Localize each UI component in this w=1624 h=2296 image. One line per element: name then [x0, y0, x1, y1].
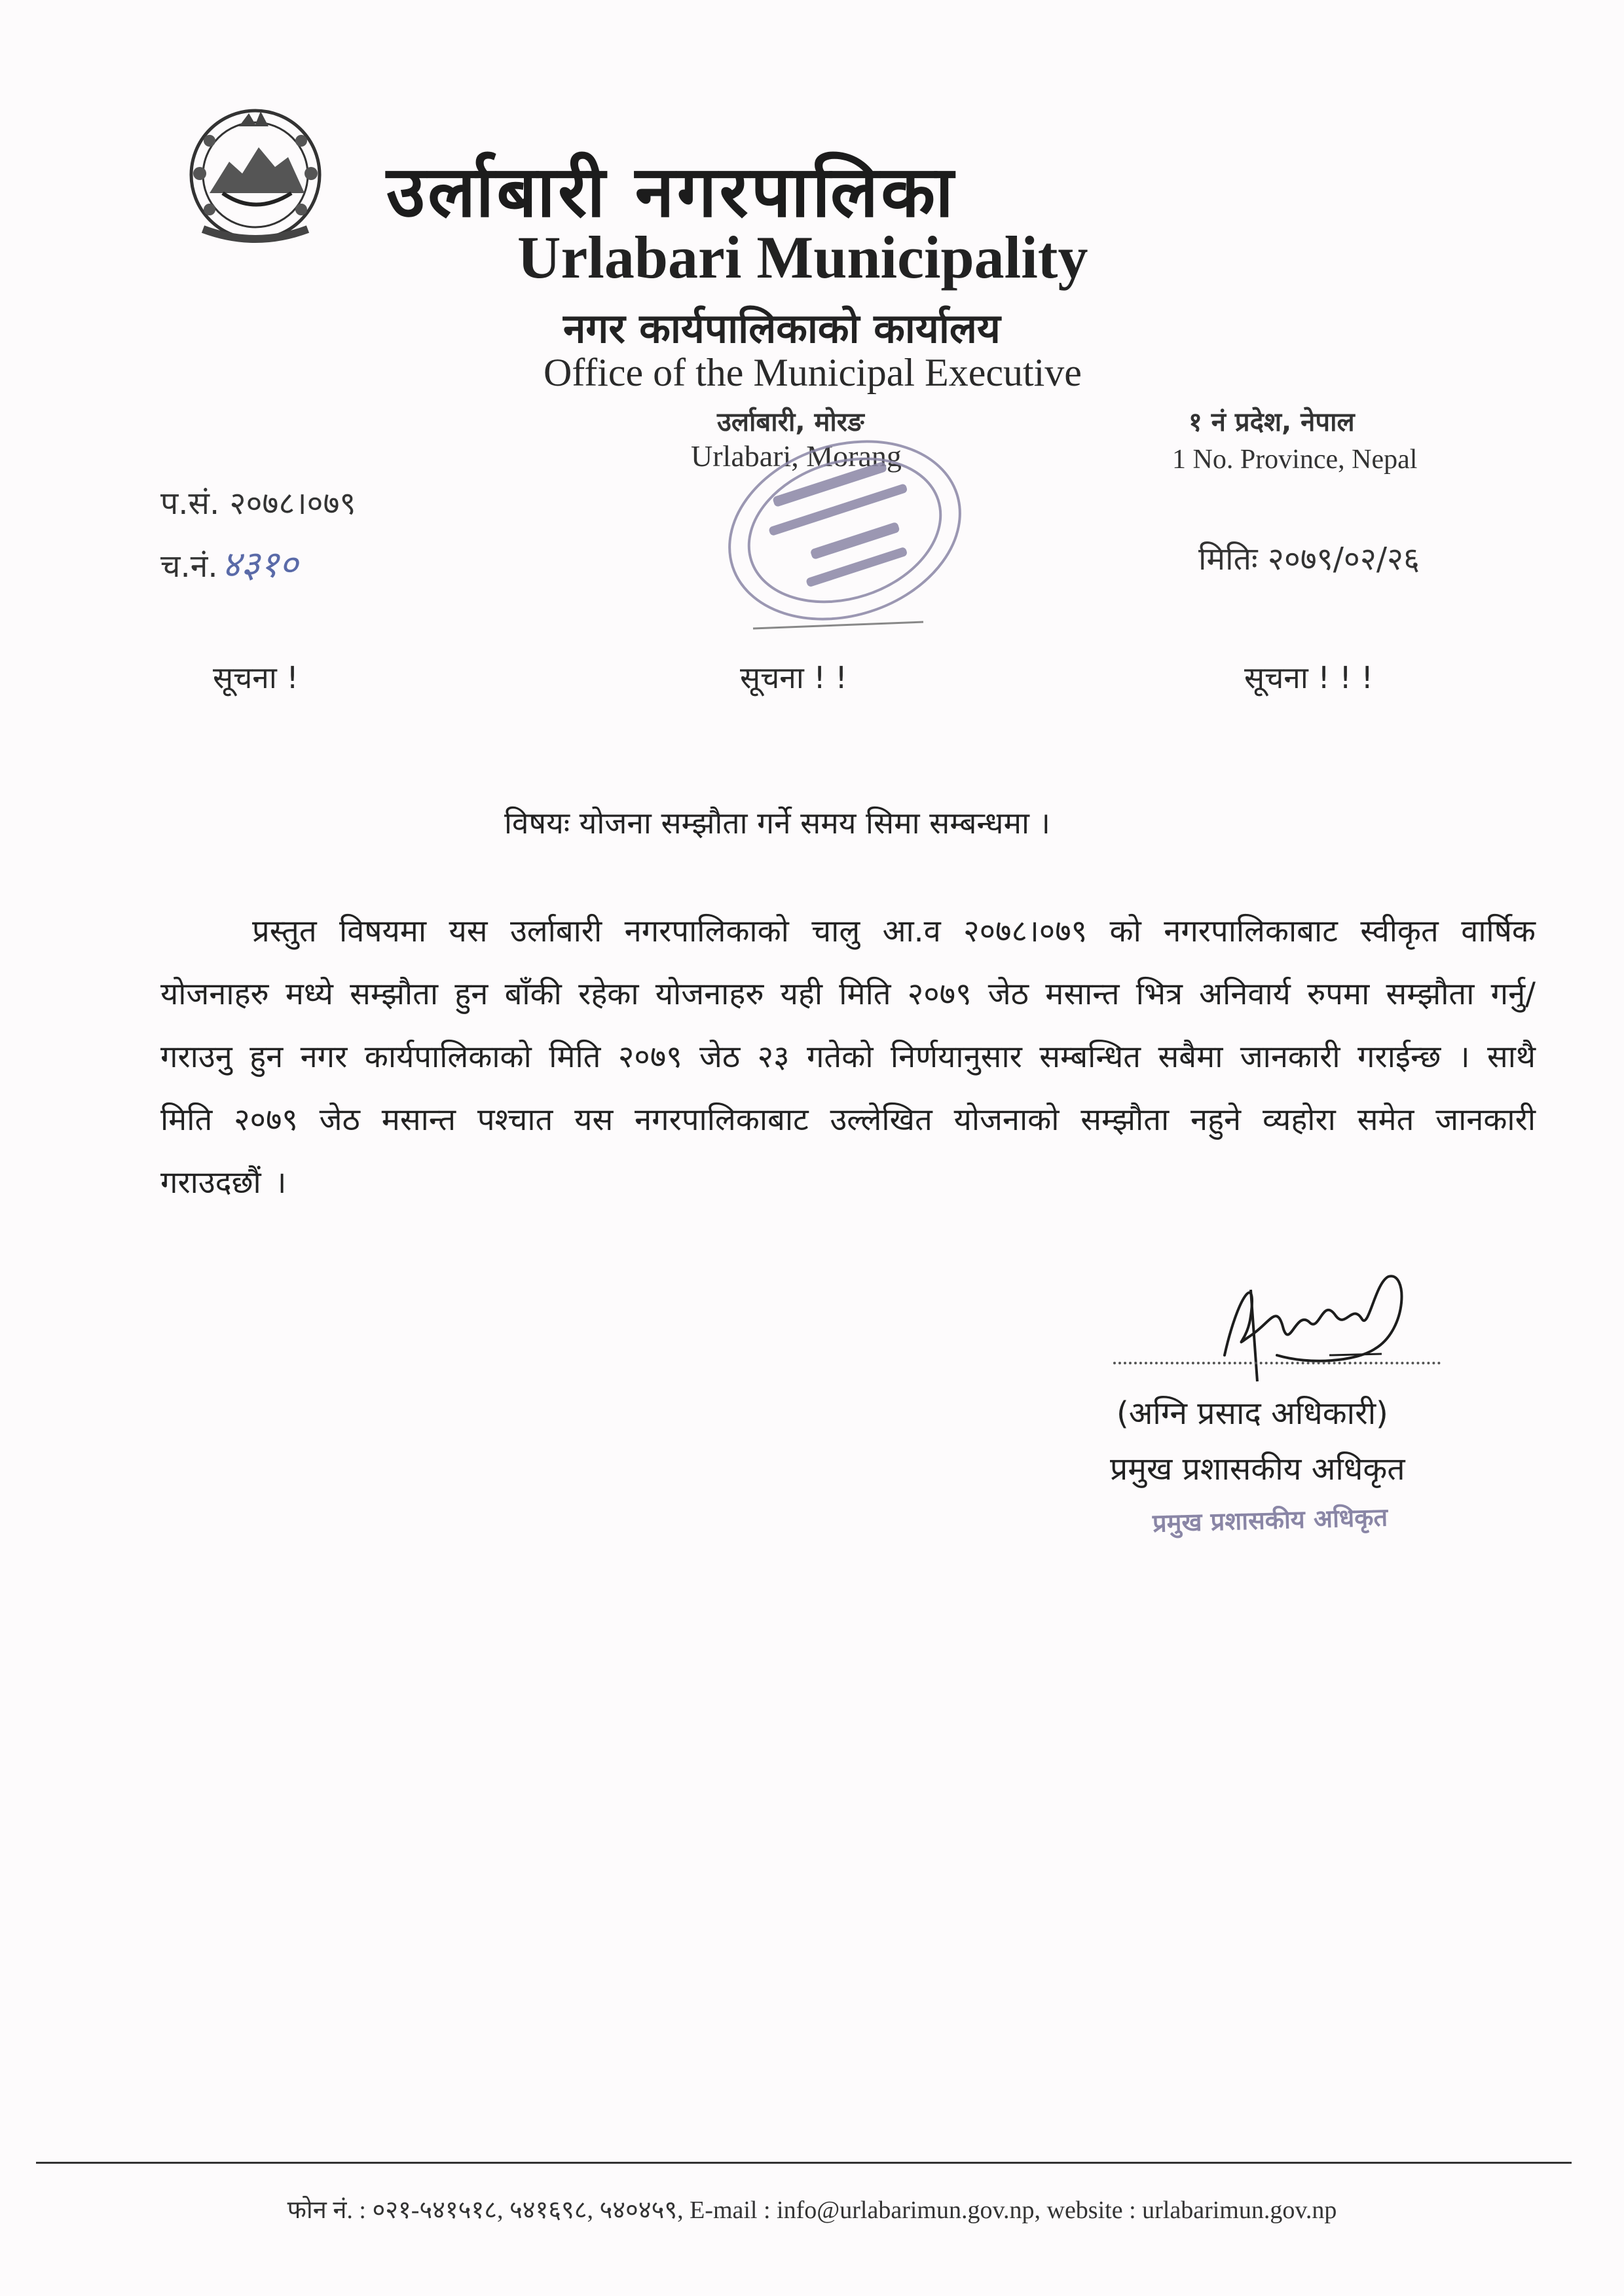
issue-date: मितिः २०७९/०२/२६ — [1198, 541, 1420, 577]
notice-heading: सूचना ! — [213, 660, 299, 695]
notice-heading: सूचना ! ! — [740, 660, 847, 695]
address-english: Urlabari, Morang — [691, 439, 902, 473]
municipality-title-nepali: उर्लाबारी नगरपालिका — [386, 151, 957, 233]
province-english: 1 No. Province, Nepal — [1172, 445, 1418, 475]
dispatch-number — [160, 538, 298, 588]
subject-line: विषयः योजना सम्झौता गर्ने समय सिमा सम्बन्धमा । — [504, 805, 1050, 841]
notice-heading: सूचना ! ! ! — [1244, 660, 1373, 695]
footer-contact: फोन नं. : ०२१-५४१५१८, ५४१६९८, ५४०४५९, E-mail : info@urlabarimun.gov.np, website : urlabarimun.gov.np — [287, 2196, 1337, 2224]
notice-body: प्रस्तुत विषयमा यस उर्लाबारी नगरपालिकाको चालु आ.व २०७८।०७९ को नगरपालिकाबाट स्वीकृत वार्षिक योजनाहरु मध्ये सम्झौता हुन बाँकी रहेका योजनाहरु यही मिति २०७९ जेठ मसान्त भित्र अनिवार्य रुपमा सम्झौता गर्नु/गराउनु हुन नगर कार्यपालिकाको मिति २०७९ जेठ २३ गतेको निर्णयानुसार सम्बन्धित सबैमा जानकारी गराईन्छ । साथै मिति २०७९ जेठ मसान्त पश्चात यस नगरपालिकाबाट उल्लेखित योजनाको सम्झौता नहुने व्यहोरा समेत जानकारी गराउदछौं । — [160, 913, 1536, 1201]
signatory-title: प्रमुख प्रशासकीय अधिकृत — [1110, 1451, 1405, 1487]
reference-number: प.सं. २०७८।०७९ — [160, 485, 356, 522]
dispatch-number-value: ४३१० — [221, 543, 299, 586]
dispatch-number-label: च.नं. — [160, 548, 218, 585]
office-stamp-icon — [707, 426, 982, 635]
municipality-emblem-icon — [177, 101, 334, 252]
designation-stamp: प्रमुख प्रशासकीय अधिकृत — [1152, 1503, 1388, 1538]
signature-icon — [1211, 1257, 1421, 1388]
province-nepali: १ नं प्रदेश, नेपाल — [1189, 407, 1355, 437]
signatory-name: (अग्नि प्रसाद अधिकारी) — [1116, 1395, 1388, 1432]
municipality-title-english: Urlabari Municipality — [517, 224, 1088, 291]
address-nepali: उर्लाबारी, मोरङ — [717, 407, 864, 437]
footer-divider — [36, 2162, 1572, 2164]
signature-line — [1113, 1362, 1441, 1364]
office-name-english: Office of the Municipal Executive — [544, 351, 1082, 394]
office-name-nepali: नगर कार्यपालिकाको कार्यालय — [563, 304, 1001, 352]
